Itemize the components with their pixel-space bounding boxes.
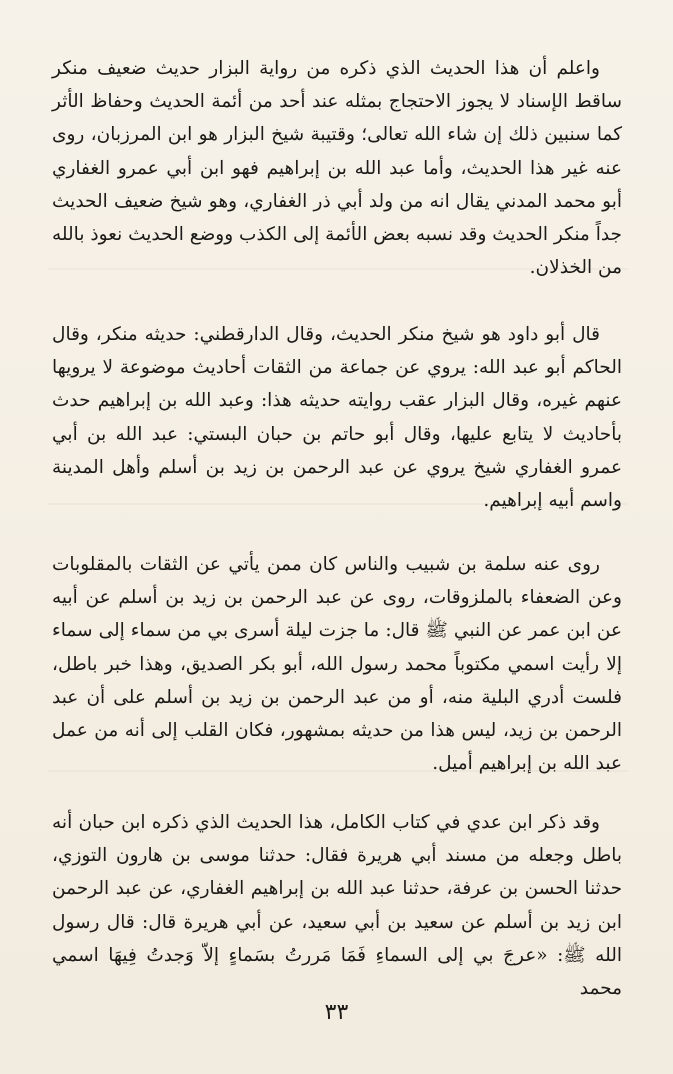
paragraph-3: روى عنه سلمة بن شبيب والناس كان ممن يأتي عن الثقات بالمقلوبات وعن الضعفاء بالملزوقات، روى عن عبد الرحمن بن زيد بن أسلم عن أبيه عن ابن عمر عن النبي ﷺ قال: ما جزت ليلة أسرى بي من سماء إلى سماء إلا رأيت اسمي مكتوباً محمد رسول الله، أبو بكر الصديق، وهذا خبر باطل، فلست أدري البلية منه، أو من عبد الرحمن بن زيد بن أسلم على أن عبد الرحمن بن زيد، ليس هذا من حديثه بمشهور، فكان القلب إلى أنه من عمل عبد الله بن إبراهيم أميل. — [52, 554, 622, 775]
text-paragraph — [52, 548, 622, 780]
text-paragraph — [52, 318, 622, 517]
paragraph-4: وقد ذكر ابن عدي في كتاب الكامل، هذا الحديث الذي ذكره ابن حبان أنه باطل وجعله من مسند أبي هريرة فقال: حدثنا موسى بن هارون التوزي، حدثنا الحسن بن عرفة، حدثنا عبد الله بن إبراهيم الغفاري، عن عبد الرحمن ابن زيد بن أسلم عن سعيد بن أبي سعيد، عن أبي هريرة قال: قال رسول الله ﷺ: «عرجَ بي إلى السماءِ فَمَا مَررتُ بسَماءٍ إلاّ وَجدتُ فِيهَا اسمي محمد — [52, 812, 622, 1000]
paragraph-1: واعلم أن هذا الحديث الذي ذكره من رواية البزار حديث ضعيف منكر ساقط الإسناد لا يجوز الاحتجاج بمثله عند أحد من أئمة الحديث وحفاظ الأثر كما سنبين ذلك إن شاء الله تعالى؛ وقتيبة شيخ البزار هو ابن المرزبان، روى عنه غير هذا الحديث، وأما عبد الله بن إبراهيم فهو ابن أبي عمرو الغفاري أبو محمد المدني يقال انه من ولد أبي ذر الغفاري، وهو شيخ ضعيف الحديث جداً منكر الحديث وقد نسبه بعض الأئمة إلى الكذب ووضع الحديث نعوذ بالله من الخذلان. — [52, 58, 622, 279]
text-paragraph — [52, 806, 622, 1005]
text-paragraph — [52, 52, 622, 284]
paragraph-2: قال أبو داود هو شيخ منكر الحديث، وقال الدارقطني: حديثه منكر، وقال الحاكم أبو عبد الله: يروي عن جماعة من الثقات أحاديث موضوعة لا يرويها عنهم غيره، وقال البزار عقب روايته حديثه هذا: وعبد الله بن إبراهيم حدث بأحاديث لا يتابع عليها، وقال أبو حاتم بن حبان البستي: عبد الله بن أبي عمرو الغفاري شيخ يروي عن عبد الرحمن بن زيد بن أسلم وأهل المدينة واسم أبيه إبراهيم. — [52, 324, 622, 512]
page-number: ٣٣ — [324, 1000, 349, 1025]
